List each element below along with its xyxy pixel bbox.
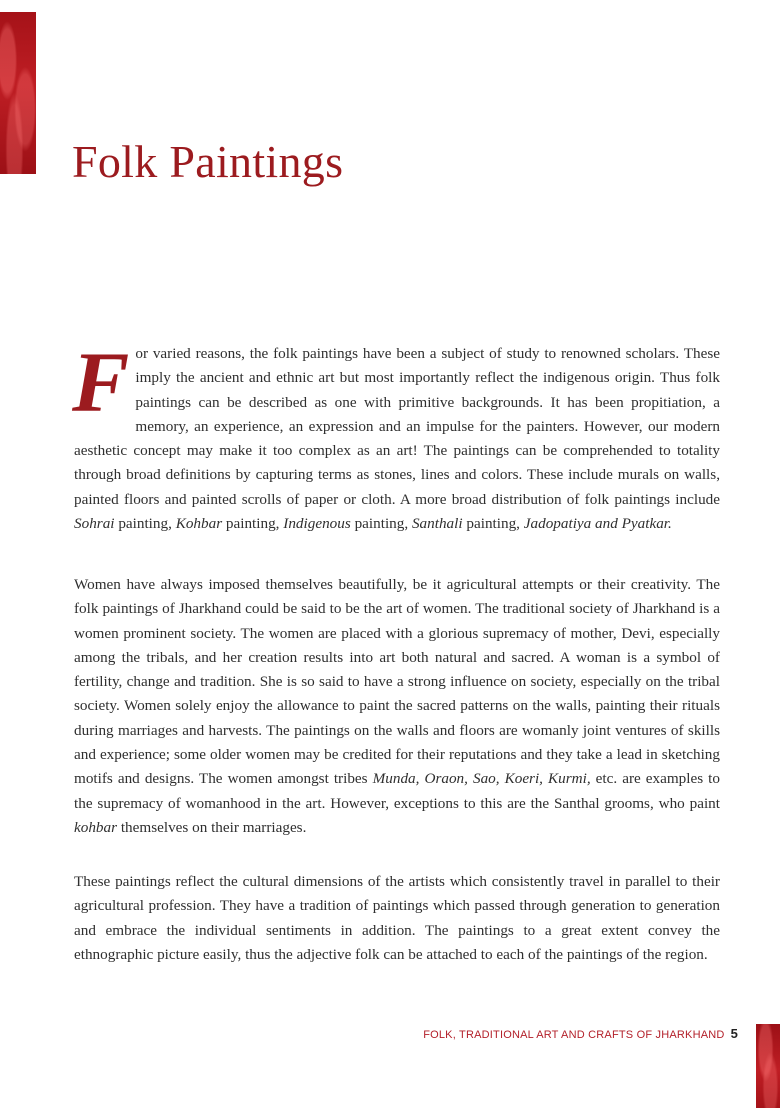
paragraph-2-text: themselves on their marriages. bbox=[117, 818, 307, 836]
paragraph-1-text: painting, bbox=[222, 515, 284, 533]
term-tribes: Munda, Oraon, Sao, Koeri, Kurmi, bbox=[372, 770, 591, 788]
paragraph-2-text: Women have always imposed themselves beautifully, be it agricultural attempts or their creativity. The folk paintings of Jharkhand could be said to be the art of women. The traditional society of Jharkhand is a women prominent society. The women are placed with a glorious supremacy of mother, Devi, especially among the tribals, and her creation results into art both natural and sacred. A woman is a symbol of fertility, change and tradition. She is so said to have a strong influence on society, especially on the tribal society. Women solely enjoy the allowance to paint the sacred patterns on the walls, painting their rituals during marriages and harvests. The paintings on the walls and floors are womanly joint ventures of skills and experience; some older women may be credited for their reputations and they take a lead in sketching motifs and designs. The women amongst tribes bbox=[74, 576, 720, 788]
page-number: 5 bbox=[730, 1026, 738, 1041]
drop-cap: F bbox=[72, 334, 130, 430]
paragraph-1 bbox=[72, 334, 720, 536]
paragraph-3: These paintings reflect the cultural dimensions of the artists which consistently travel in parallel to their agricultural profession. They have a tradition of paintings which passed through generation to generation and embrace the individual sentiments in addition. The paintings to a great extent convey the ethnographic picture easily, thus the adjective folk can be attached to each of the paintings of the region. bbox=[74, 873, 720, 963]
floral-corner-decoration-top bbox=[0, 12, 36, 174]
term-sohrai: Sohrai bbox=[74, 515, 115, 533]
term-indigenous: Indigenous bbox=[283, 515, 351, 533]
term-kohbar: kohbar bbox=[74, 818, 118, 836]
paragraph-1-text: painting, bbox=[462, 515, 524, 533]
paragraph-1-text: painting, bbox=[114, 515, 176, 533]
term-jadopatiya-pyatkar: Jadopatiya and Pyatkar. bbox=[523, 515, 672, 533]
paragraph-1-text: or varied reasons, the folk paintings have been a subject of study to renowned scholars. These imply the ancient and ethnic art but most importantly reflect the indigenous origin. Thus folk paintings can be described as one with primitive backgrounds. It has been propitiation, a memory, an experience, an expression and an impulse for the painters. However, our modern aesthetic concept may make it too complex as an art! The paintings can be comprehended to totality through broad definitions by capturing terms as stones, lines and colors. These include murals on walls, painted floors and painted scrolls of paper or cloth. A more broad distribution of folk paintings include bbox=[74, 345, 720, 508]
floral-corner-decoration-bottom bbox=[756, 1024, 780, 1108]
paragraph-2-text: etc. are examples to the supremacy of womanhood in the art. However, exceptions to this are the Santhal grooms, who paint bbox=[74, 770, 720, 812]
paragraph-1-text: painting, bbox=[350, 515, 412, 533]
term-kohbar: Kohbar bbox=[175, 515, 223, 533]
term-santhali: Santhali bbox=[411, 515, 463, 533]
page-footer bbox=[300, 1026, 738, 1041]
running-title: FOLK, TRADITIONAL ART AND CRAFTS OF JHARKHAND bbox=[423, 1029, 725, 1041]
paragraph-2 bbox=[74, 573, 720, 840]
chapter-title: Folk Paintings bbox=[72, 136, 344, 187]
